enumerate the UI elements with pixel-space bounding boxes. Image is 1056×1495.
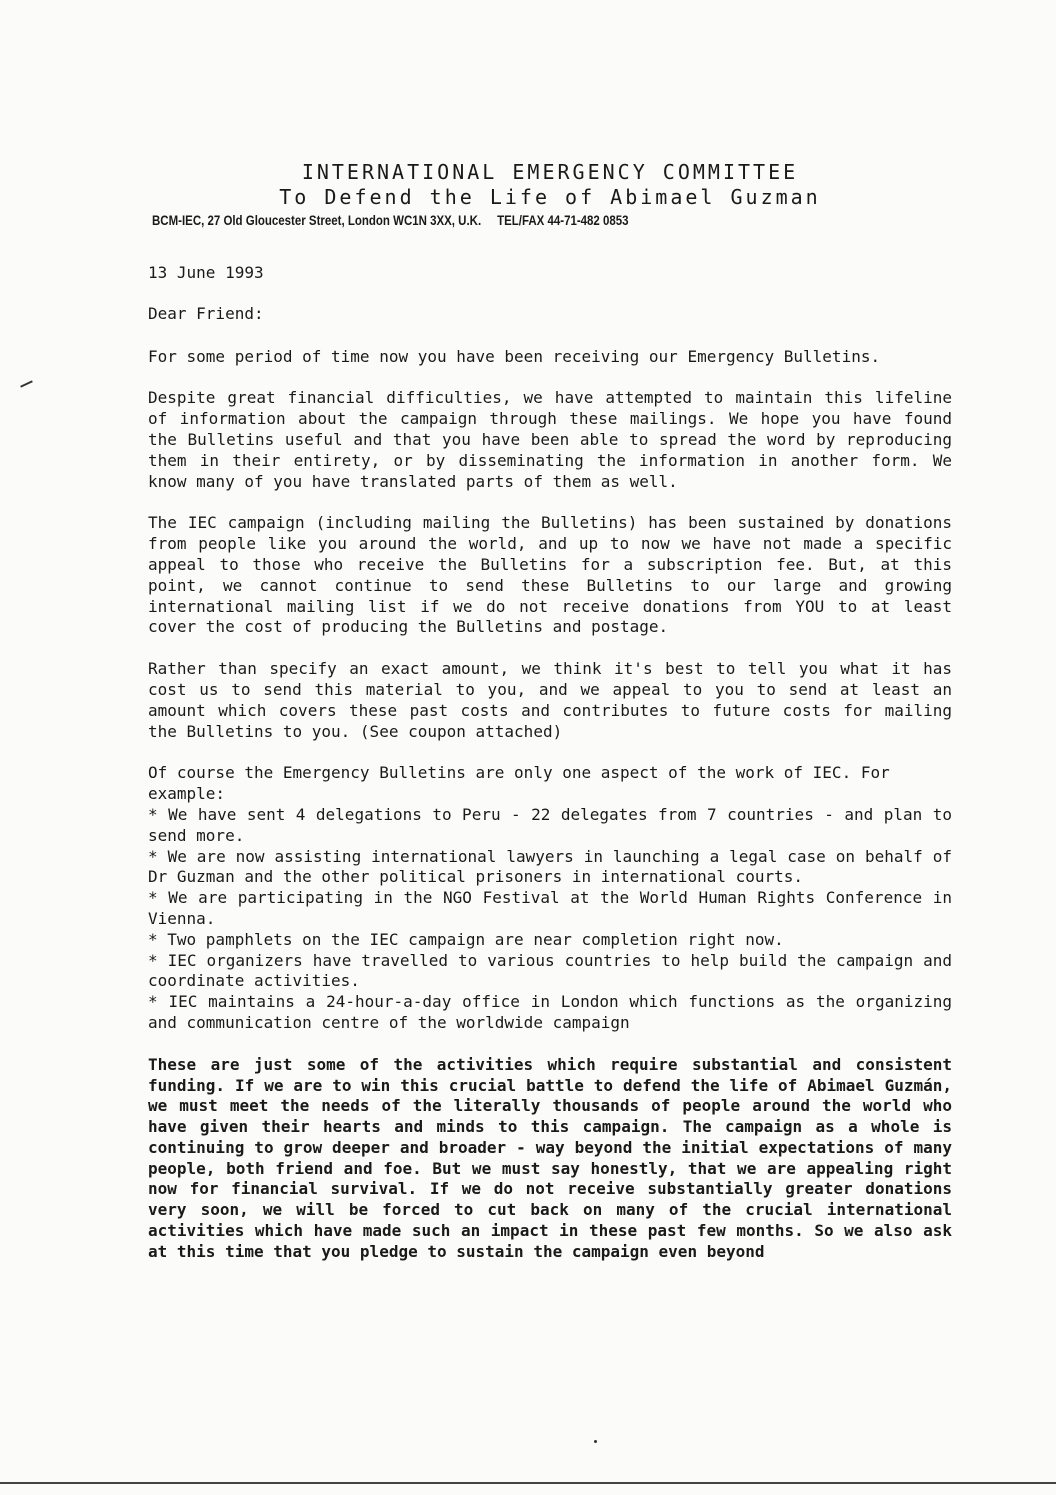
paragraph-bulletins: For some period of time now you have been receiving our Emergency Bulletins. [148,346,881,366]
bottom-edge-line [0,1482,1056,1484]
list-item: * IEC maintains a 24-hour-a-day office in London which functions as the organizing and communication centre of the worldwide campaign [148,992,952,1032]
letterhead-subtitle: To Defend the Life of Abimael Guzman [279,185,821,209]
paragraph-costs: Rather than specify an exact amount, we think it's best to tell you what it has cost us to send this material to you, and we appeal to you to send at least an amount which covers these past costs and contributes to future costs for mailing the Bulletins to you. (See coupon attached) [148,659,952,741]
letterhead-contact-line [152,210,815,230]
letter-date: 13 June 1993 [148,263,264,282]
letter-greeting: Dear Friend: [148,303,264,323]
paragraph-closing: These are just some of the activities which require substantial and consistent funding. If we are to win this crucial battle to defend the life of Abimael Guzmán, we must meet the needs of the literally thousands of people around the world who have given their hearts and minds to this campaign. The campaign as a whole is continuing to grow deeper and broader - way beyond the initial expectations of many people, both friend and foe. But we must say honestly, that we are appealing right now for financial survival. If we do not receive substantially greater donations very soon, we will be forced to cut back on many of the crucial international activities which have made such an impact in these past few months. So we also ask at this time that you pledge to sustain the campaign even beyond [148,1054,952,1261]
list-item: * IEC organizers have travelled to various countries to help build the campaign and coordinate activities. [148,950,952,991]
paragraph-appeal: The IEC campaign (including mailing the Bulletins) has been sustained by donations from people like you around the world, and up to now we have not made a specific appeal to those who receive the Bulletins for a subscription fee. But, at this point, we cannot continue to send these Bulletins to our large and growing international mailing list if we do not receive donations from YOU to at least cover the cost of producing the Bulletins and postage. [148,513,952,637]
list-item: * We are participating in the NGO Festival at the World Human Rights Conference in Vienna. [148,888,952,928]
paragraph-difficulties: Despite great financial difficulties, we have attempted to maintain this lifeline of information about the campaign through these mailings. We hope you have found the Bulletins useful and that you have been able to spread the word by reproducing them in their entirety, or by disseminating the information in another form. We know many of you have translated parts of them as well. [148,388,952,491]
scan-mark [20,380,33,387]
letterhead-telfax: TEL/FAX 44-71-482 0853 [497,212,629,228]
list-item: * We are now assisting international lawyers in launching a legal case on behalf of Dr Guzman and the other political prisoners in international courts. [148,846,952,887]
examples-intro: Of course the Emergency Bulletins are only one aspect of the work of IEC. For example: [148,763,890,804]
list-item: * Two pamphlets on the IEC campaign are near completion right now. [148,929,784,949]
letterhead-org-name: INTERNATIONAL EMERGENCY COMMITTEE [301,160,799,184]
list-item: * We have sent 4 delegations to Peru - 22 delegates from 7 countries - and plan to send more. [148,804,952,845]
activities-list [148,805,952,1034]
letter-body [148,263,952,1263]
scan-dot [594,1440,597,1443]
letterhead [140,160,960,230]
letterhead-address: BCM-IEC, 27 Old Gloucester Street, London WC1N 3XX, U.K. [152,212,482,228]
